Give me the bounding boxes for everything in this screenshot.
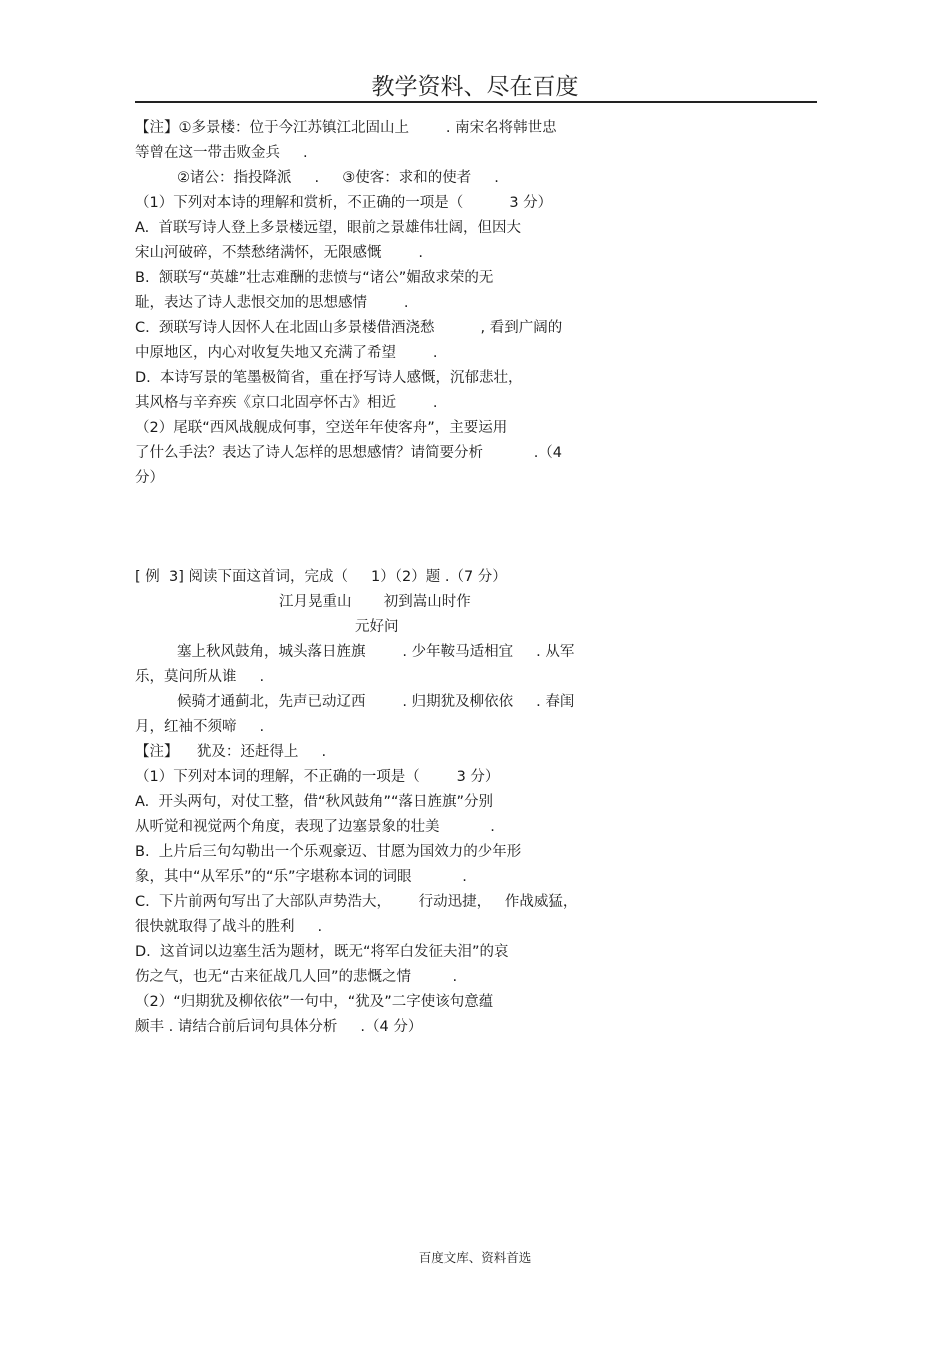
example-intro: [ 例 3] 阅读下面这首词，完成（ 1）（2）题 .（7 分） <box>135 569 507 585</box>
question-1: （1）下列对本诗的理解和赏析，不正确的一项是（ 3 分） <box>135 195 553 211</box>
option-c: C. 颈联写诗人因怀人在北固山多景楼借酒浇愁 , 看到广阔的 <box>135 320 563 336</box>
option-b: B. 上片后三句勾勒出一个乐观豪迈、甘愿为国效力的少年形 <box>135 844 522 860</box>
option-a-cont: 宋山河破碎，不禁愁绪满怀，无限感慨 . <box>135 245 423 261</box>
option-d: D. 本诗写景的笔墨极简省，重在抒写诗人感慨，沉郁悲壮， <box>135 370 523 386</box>
option-c: C. 下片前两句写出了大部队声势浩大， 行动迅捷， 作战威猛， <box>135 894 578 910</box>
option-d-cont: 伤之气，也无“古来征战几人回”的悲慨之情 . <box>135 969 458 985</box>
poem-stanza-1: 塞上秋风鼓角，城头落日旌旗 . 少年鞍马适相宜 . 从军 <box>177 644 575 660</box>
poem-title: 江月晃重山 初到嵩山时作 <box>279 594 471 610</box>
option-d: D. 这首词以边塞生活为题材，既无“将军白发征夫泪”的哀 <box>135 944 509 960</box>
note-line: 等曾在这一带击败金兵 . <box>135 145 308 161</box>
question-2: （2）尾联“西风战舰成何事，空送年年使客舟”，主要运用 <box>135 420 508 436</box>
poem-stanza-2-cont: 月，红袖不须啼 . <box>135 719 265 735</box>
header-divider <box>135 101 817 103</box>
option-a-cont: 从听觉和视觉两个角度，表现了边塞景象的壮美 . <box>135 819 495 835</box>
question-1: （1）下列对本词的理解，不正确的一项是（ 3 分） <box>135 769 500 785</box>
option-b-cont: 耻，表达了诗人悲恨交加的思想感情 . <box>135 295 409 311</box>
question-2: （2）“归期犹及柳依依”一句中，“犹及”二字使该句意蕴 <box>135 994 494 1010</box>
option-b-cont: 象，其中“从军乐”的“乐”字堪称本词的词眼 . <box>135 869 467 885</box>
poem-stanza-2: 候骑才通蓟北，先声已动辽西 . 归期犹及柳依依 . 春闺 <box>177 694 575 710</box>
question-2-cont: 了什么手法？表达了诗人怎样的思想感情？请简要分析 .（4 <box>135 445 563 461</box>
question-2-cont: 颇丰 . 请结合前后词句具体分析 .（4 分） <box>135 1019 423 1035</box>
option-a: A. 首联写诗人登上多景楼远望，眼前之景雄伟壮阔，但因大 <box>135 220 521 236</box>
question-2-cont: 分） <box>135 470 164 486</box>
option-a: A. 开头两句，对仗工整，借“秋风鼓角”“落日旌旗”分别 <box>135 794 494 810</box>
page-header-title: 教学资料、尽在百度 <box>371 74 579 100</box>
poem-author: 元好问 <box>355 619 399 635</box>
note-line: 【注】①多景楼：位于今江苏镇江北固山上 . 南宋名将韩世忠 <box>135 120 557 136</box>
option-d-cont: 其风格与辛弃疾《京口北固亭怀古》相近 . <box>135 395 438 411</box>
option-c-cont: 中原地区，内心对收复失地又充满了希望 . <box>135 345 438 361</box>
page-footer: 百度文库、资料首选 <box>418 1250 532 1265</box>
option-c-cont: 很快就取得了战斗的胜利 . <box>135 919 323 935</box>
note-line: 【注】 犹及：还赶得上 . <box>135 744 327 760</box>
option-b: B. 颔联写“英雄”壮志难酬的悲愤与“诸公”媚敌求荣的无 <box>135 270 494 286</box>
poem-stanza-1-cont: 乐，莫问所从谁 . <box>135 669 265 685</box>
note-line: ②诸公：指投降派 . ③使客：求和的使者 . <box>177 170 499 186</box>
